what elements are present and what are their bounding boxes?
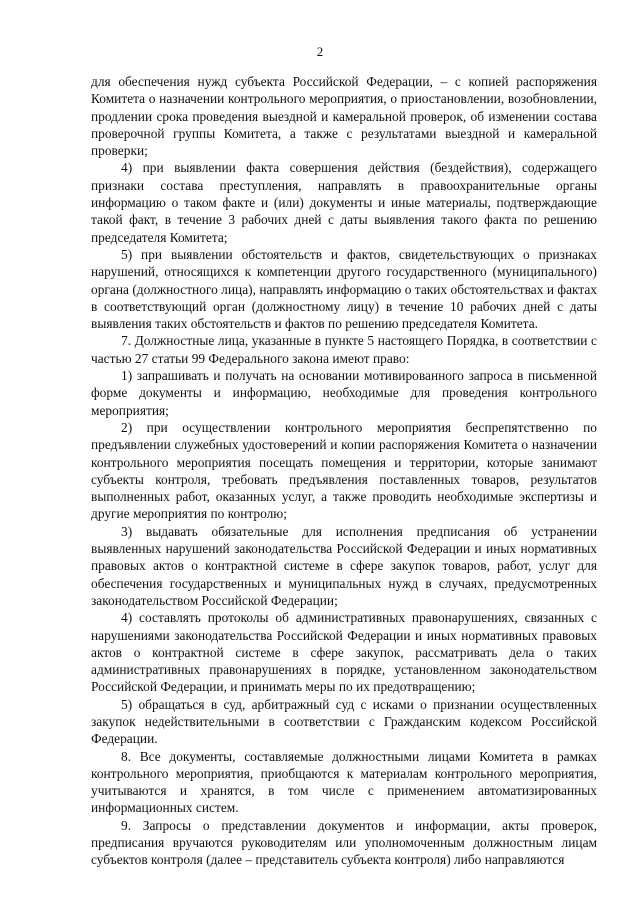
- paragraph-item-5: 5) при выявлении обстоятельств и фактов, свидетельствующих о признаках нарушений, относящихся к компетенции другого государственного (муниципального) органа (должностного лица), направлять информацию о таких обстоятельствах и фактах в соответствующий орган (должностному лицу) в течение 10 рабочих дней с даты выявления таких обстоятельств и фактов по решению председателя Комитета.: [91, 246, 597, 332]
- paragraph-right-5: 5) обращаться в суд, арбитражный суд с исками о признании осуществленных закупок недействительными в соответствии с Гражданским кодексом Российской Федерации.: [91, 696, 597, 747]
- paragraph-section-7: 7. Должностные лица, указанные в пункте 5 настоящего Порядка, в соответствии с частью 27 статьи 99 Федерального закона имеют право:: [91, 333, 597, 366]
- document-body: [91, 73, 597, 869]
- paragraph-item-4: 4) при выявлении факта совершения действия (бездействия), содержащего признаки состава преступления, направлять в правоохранительные органы информацию о таком факте и (или) документы и иные материалы, подтверждающие такой факт, в течение 3 рабочих дней с даты выявления такого факта по решению председателя Комитета;: [91, 160, 597, 245]
- paragraph-right-1: 1) запрашивать и получать на основании мотивированного запроса в письменной форме документы и информацию, необходимые для проведения контрольного мероприятия;: [91, 368, 597, 418]
- page-number: 2: [316, 44, 324, 59]
- paragraph-continuation: для обеспечения нужд субъекта Российской Федерации, – с копией распоряжения Комитета о назначении контрольного мероприятия, о приостановлении, возобновлении, продлении срока проведения выездной и камеральной проверок, об изменении состава проверочной группы Комитета, а также с результатами выездной и камеральной проверки;: [91, 74, 597, 159]
- paragraph-right-4: 4) составлять протоколы об административных правонарушениях, связанных с нарушениями законодательства Российской Федерации и иных нормативных правовых актов о контрактной системе в сфере закупок, рассматривать дела о таких административных правонарушениях в порядке, установленном законодательством Российской Федерации, и принимать меры по их предотвращению;: [91, 610, 597, 695]
- paragraph-section-8: 8. Все документы, составляемые должностными лицами Комитета в рамках контрольного мероприятия, приобщаются к материалам контрольного мероприятия, учитываются и хранятся, в том числе с применением автоматизированных информационных систем.: [91, 748, 597, 816]
- paragraph-right-2: 2) при осуществлении контрольного мероприятия беспрепятственно по предъявлении служебных удостоверений и копии распоряжения Комитета о назначении контрольного мероприятия посещать помещения и территории, которые занимают субъекты контроля, требовать предъявления поставленных товаров, результатов выполненных работ, оказанных услуг, а также проводить необходимые экспертизы и другие мероприятия по контролю;: [91, 419, 597, 522]
- paragraph-section-9: 9. Запросы о представлении документов и информации, акты проверок, предписания вручаются руководителям или уполномоченным должностным лицам субъектов контроля (далее – представитель субъекта контроля) либо направляются: [91, 817, 597, 868]
- paragraph-right-3: 3) выдавать обязательные для исполнения предписания об устранении выявленных нарушений законодательства Российской Федерации и иных нормативных правовых актов о контрактной системе в сфере закупок товаров, работ, услуг для обеспечения государственных и муниципальных нужд в случаях, предусмотренных законодательством Российской Федерации;: [91, 523, 597, 608]
